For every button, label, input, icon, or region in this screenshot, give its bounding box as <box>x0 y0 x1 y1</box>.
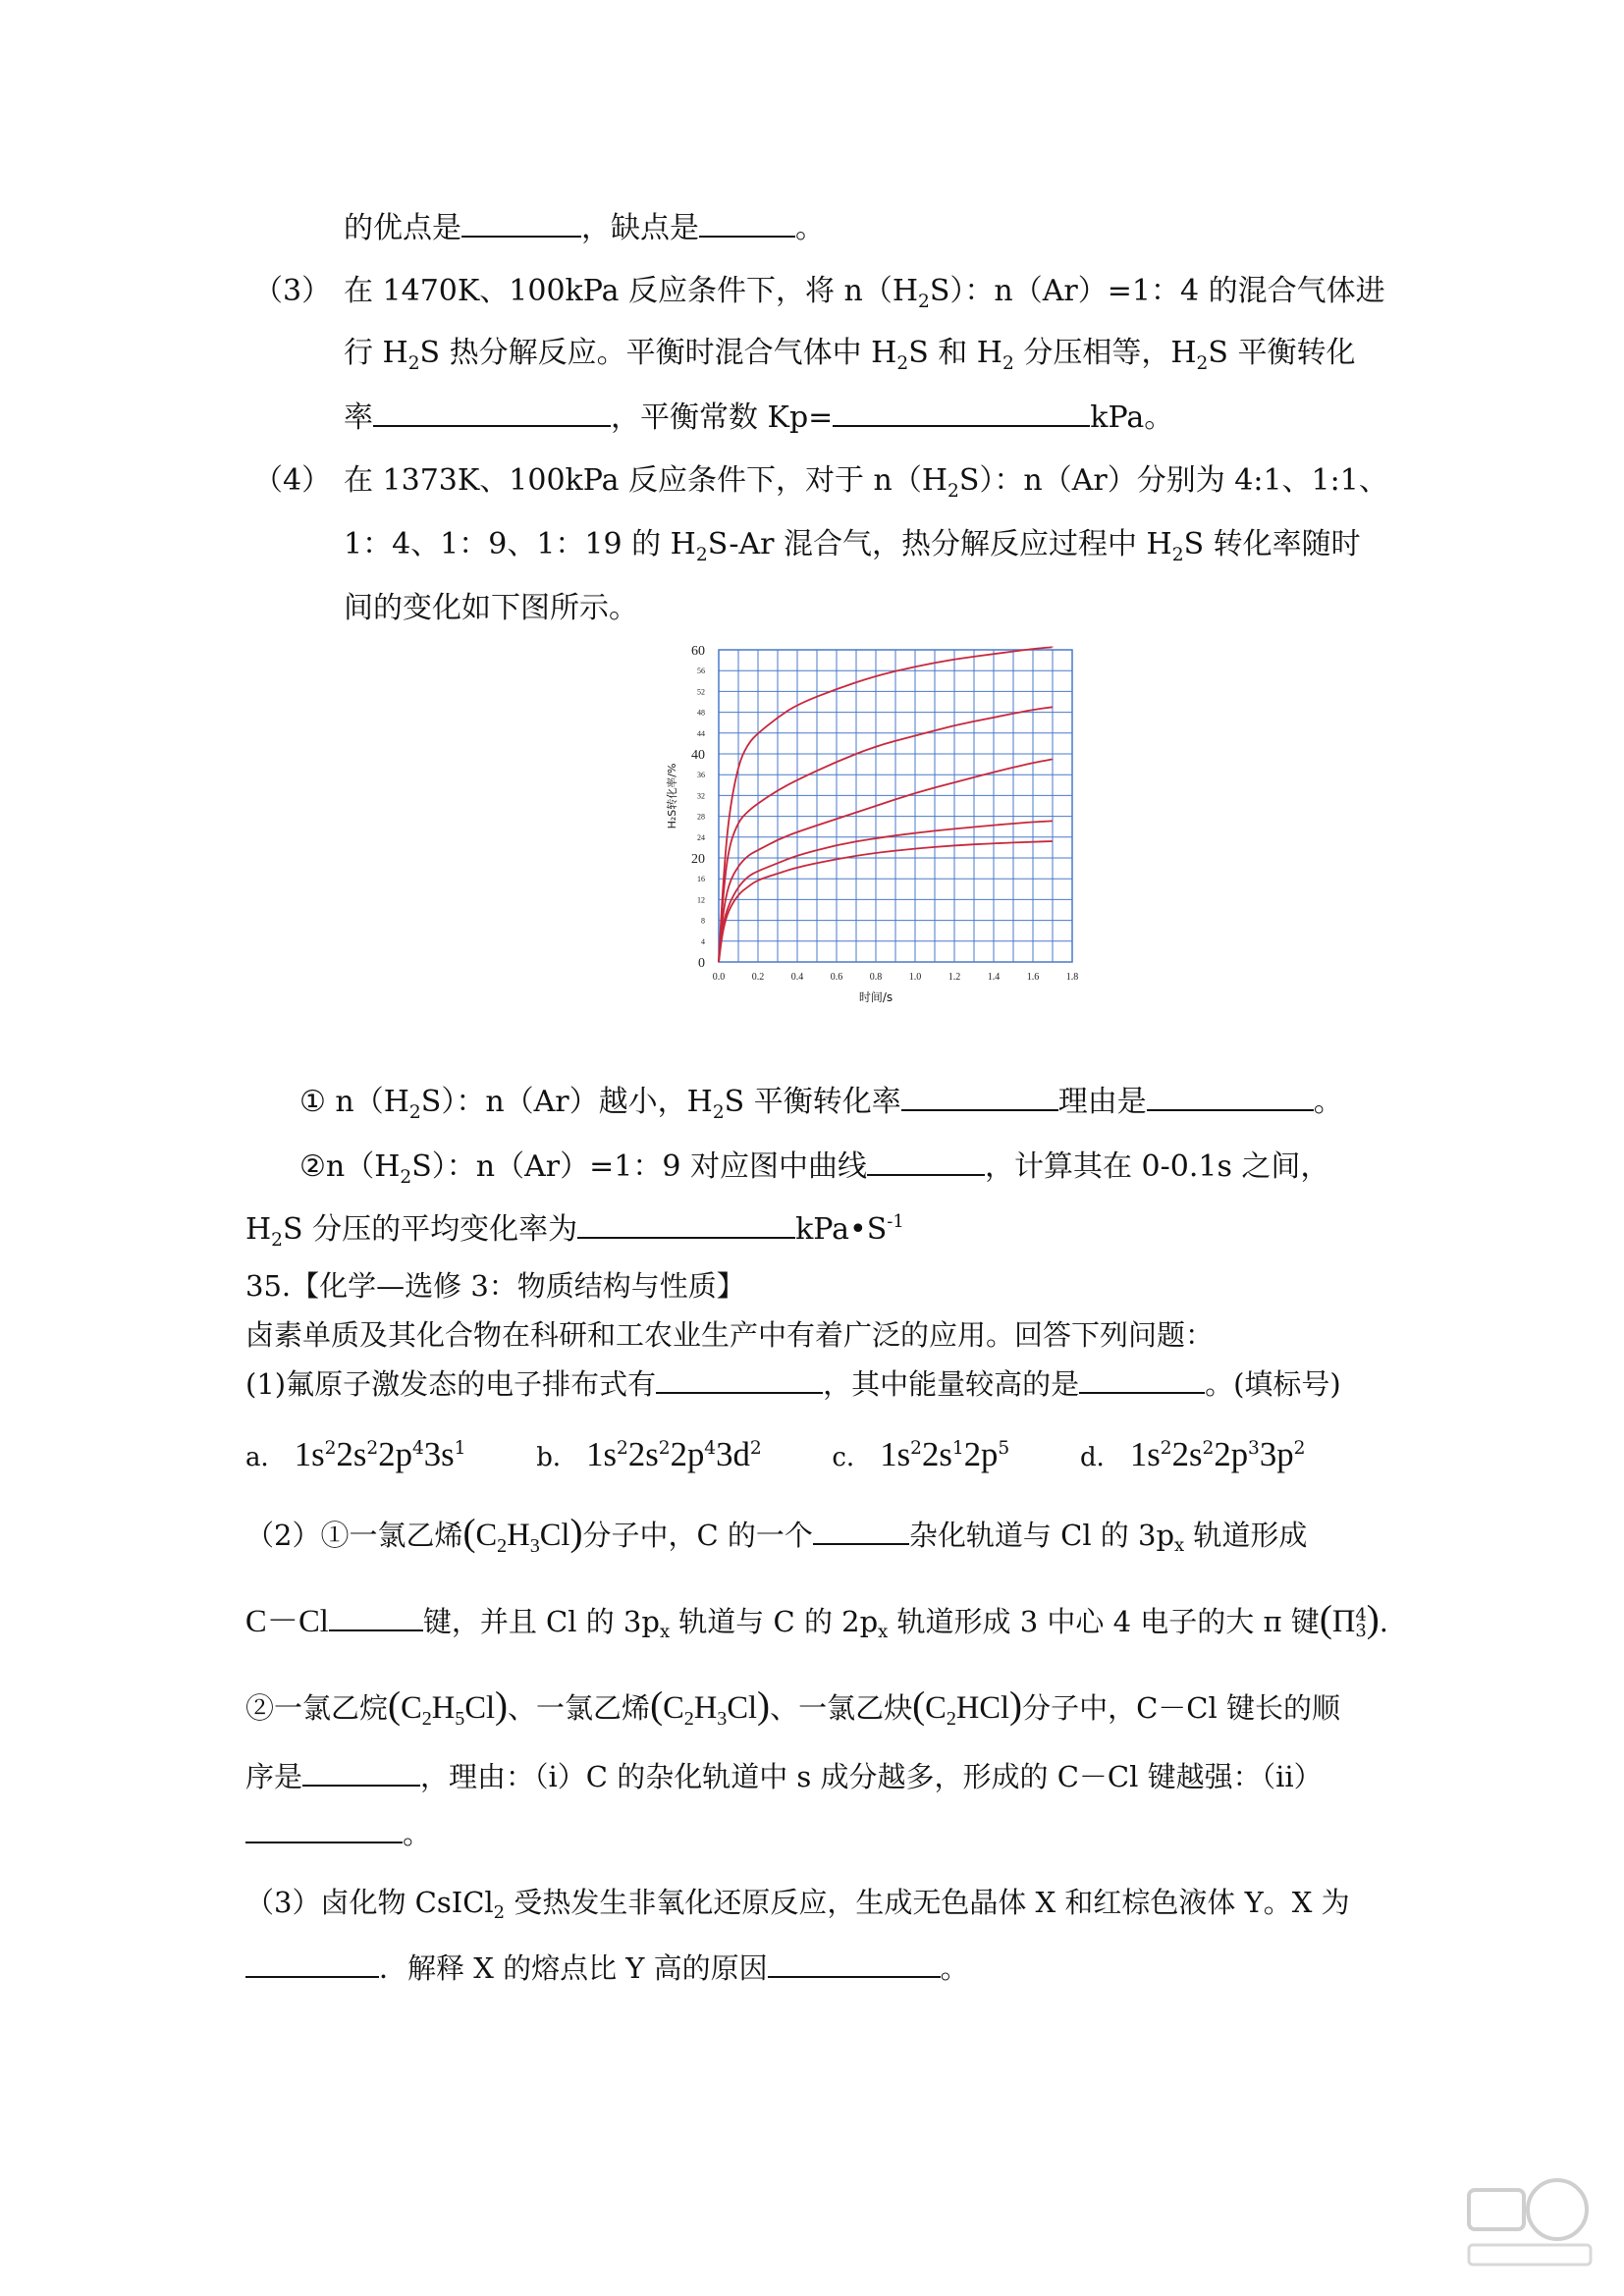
q4-sub2-line-2: $H_2S$ 分压的平均变化率为 $kPa•S^{-1}$ <box>245 1209 904 1254</box>
x-tick-label: 0.8 <box>869 972 883 983</box>
x-tick-label: 0.2 <box>751 972 765 983</box>
electron-count: 2 <box>324 1437 337 1459</box>
q35-2-line-1: （2）①一氯乙烯$(C_2H_3Cl)$分子中，C 的一个 杂化轨道与 Cl 的 $3p_x$ 轨道形成 <box>245 1512 1308 1558</box>
electron-count: 2 <box>658 1437 671 1459</box>
x-tick-label: 0.6 <box>830 972 843 983</box>
orbital: 1s <box>1129 1435 1161 1473</box>
q35-3-line-1: （3）卤化物 CsICl$_2$ 受热发生非氧化还原反应，生成无色晶体 X 和红棕色液体 Y。X 为 <box>245 1886 1350 1924</box>
q35-2-line-4: 序是 ，理由：（ⅰ）C 的杂化轨道中 s 成分越多，形成的 C－Cl 键越强：（ⅱ） <box>245 1757 1323 1796</box>
blank-melting-reason[interactable] <box>768 1949 941 1978</box>
blank-hybrid-orbital[interactable] <box>813 1516 909 1545</box>
electron-count: 4 <box>704 1437 717 1459</box>
y-tick-label: 40 <box>691 748 705 763</box>
q4-line-2: 1：4、1：9、1：19 的 $H_2S-Ar$ 混合气，热分解反应过程中 $H_2S$ 转化率随时 <box>344 527 1361 565</box>
q35-options <box>245 1435 1305 1480</box>
electron-count: 2 <box>1160 1437 1172 1459</box>
blank-bond-length-order[interactable] <box>302 1757 420 1787</box>
x-tick-label: 1.0 <box>908 972 922 983</box>
orbital: 1s <box>880 1435 911 1473</box>
electron-count: 5 <box>998 1437 1010 1459</box>
blank-advantage[interactable] <box>461 208 581 238</box>
orbital: 3p <box>1259 1435 1294 1473</box>
blank-bond-type[interactable] <box>329 1602 423 1631</box>
blank-crystal-x[interactable] <box>245 1949 379 1978</box>
orbital: 2s <box>921 1435 952 1473</box>
q3-line-2: 行 $H_2S$ 热分解反应。平衡时混合气体中 $H_2S$ 和 $H_2$ 分压相等，$H_2S$ 平衡转化 <box>344 336 1356 374</box>
electron-count: 1 <box>951 1437 964 1459</box>
conversion-chart <box>658 638 1110 1011</box>
x-tick-label: 1.8 <box>1065 972 1079 983</box>
electron-count: 2 <box>910 1437 922 1459</box>
y-tick-label: 20 <box>691 852 705 867</box>
y-tick-label: 56 <box>697 667 705 676</box>
orbital: 2s <box>627 1435 659 1473</box>
electron-count: 2 <box>617 1437 628 1459</box>
orbital: 1s <box>586 1435 618 1473</box>
electron-count: 3 <box>1248 1437 1260 1459</box>
orbital: 2p <box>378 1435 412 1473</box>
electron-count: 2 <box>749 1437 762 1459</box>
electron-count: 2 <box>1202 1437 1215 1459</box>
y-tick-label: 32 <box>697 791 705 801</box>
blank-rate[interactable] <box>577 1209 795 1239</box>
blank-highest-energy[interactable] <box>1079 1364 1205 1394</box>
q4-sub2-line: $②n(H_2S)$：n（Ar）=1：9 对应图中曲线 ，计算其在 0-0.1s 之间， <box>299 1147 1329 1191</box>
blank-trend[interactable] <box>901 1082 1058 1111</box>
x-axis-label: 时间/s <box>858 990 893 1004</box>
q3-line-1: 在 1470K、100kPa 反应条件下，将 $n(H_2S)$：n（Ar）=1：4 的混合气体进 <box>344 274 1385 312</box>
blank-reason[interactable] <box>1147 1082 1314 1111</box>
q35-2-line-5: 。 <box>245 1814 431 1853</box>
option-c[interactable] <box>832 1435 1010 1473</box>
y-tick-label: 16 <box>697 875 705 884</box>
orbital: 3s <box>423 1435 455 1473</box>
q35-2-line-2: C－Cl 键，并且 Cl 的 $3p_x$ 轨道与 C 的 $2p_x$ 轨道形成 3 中心 4 电子的大 π 键(Π 4 3 ). <box>245 1598 1389 1643</box>
y-tick-label: 28 <box>697 812 705 822</box>
x-tick-label: 1.6 <box>1026 972 1040 983</box>
option-label: d． <box>1079 1443 1130 1472</box>
orbital: 2p <box>670 1435 705 1473</box>
q4-line-3: 间的变化如下图所示。 <box>344 591 638 625</box>
y-tick-label: 48 <box>697 708 705 718</box>
electron-count: 2 <box>366 1437 379 1459</box>
q35-1-line: (1)氟原子激发态的电子排布式有 ，其中能量较高的是 。(填标号) <box>245 1364 1341 1404</box>
x-tick-label: 0.4 <box>790 972 804 983</box>
q35-intro: 卤素单质及其化合物在科研和工农业生产中有着广泛的应用。回答下列问题： <box>245 1318 1215 1352</box>
q4-line-1: 在 1373K、100kPa 反应条件下，对于 $n(H_2S)$：n（Ar）分别为 4:1、1:1、 <box>344 463 1388 502</box>
blank-conversion-rate[interactable] <box>373 398 611 427</box>
option-b[interactable] <box>536 1435 762 1473</box>
q4-sub1-line: ① $n(H_2S)$：n（Ar）越小，$H_2S$ 平衡转化率 理由是 。 <box>299 1082 1343 1126</box>
option-a[interactable] <box>245 1435 466 1473</box>
option-label: b． <box>536 1443 587 1472</box>
electron-count: 4 <box>411 1437 424 1459</box>
option-label: a． <box>245 1443 295 1472</box>
y-tick-label: 8 <box>701 916 705 926</box>
q3-line-3: 率 ，平衡常数 Kp= kPa。 <box>344 398 1173 438</box>
blank-reason-ii[interactable] <box>245 1814 403 1843</box>
y-tick-label: 24 <box>697 832 705 842</box>
y-tick-label: 4 <box>701 936 705 946</box>
q35-title: 35.【化学—选修 3：物质结构与性质】 <box>245 1269 745 1303</box>
blank-disadvantage[interactable] <box>699 208 795 238</box>
option-label: c． <box>832 1443 881 1472</box>
orbital: 1s <box>294 1435 325 1473</box>
option-d[interactable] <box>1079 1435 1306 1473</box>
y-tick-label: 36 <box>697 771 705 780</box>
y-tick-label: 12 <box>697 895 705 905</box>
watermark-logo-icon <box>1461 2168 1598 2276</box>
y-tick-label: 52 <box>697 687 705 697</box>
q4-number: （4） <box>253 463 332 498</box>
orbital: 2s <box>1171 1435 1203 1473</box>
conversion-chart-svg <box>658 638 1110 1011</box>
y-tick-label: 60 <box>691 644 705 659</box>
orbital: 3d <box>716 1435 750 1473</box>
x-tick-label: 1.4 <box>987 972 1001 983</box>
electron-count: 1 <box>454 1437 466 1459</box>
y-tick-label: 0 <box>698 956 705 971</box>
q35-2-line-3: ②一氯乙烷$(C_2H_5Cl)$、一氯乙烯$(C_2H_3Cl)$、一氯乙炔$(C_2HCl)$分子中，C－Cl 键长的顺 <box>245 1684 1340 1731</box>
x-tick-label: 1.2 <box>947 972 961 983</box>
blank-curve[interactable] <box>867 1147 985 1176</box>
q3-number: （3） <box>253 274 332 308</box>
q35-3-line-2: ．解释 X 的熔点比 Y 高的原因 。 <box>245 1949 969 1988</box>
orbital: 2p <box>963 1435 999 1473</box>
q2-tail-line: 的优点是 ，缺点是 。 <box>344 208 825 248</box>
blank-excited-configs[interactable] <box>656 1364 823 1394</box>
y-tick-label: 44 <box>697 728 705 738</box>
orbital: 2p <box>1214 1435 1249 1473</box>
electron-count: 2 <box>1293 1437 1306 1459</box>
y-axis-label: H₂S转化率/% <box>666 763 678 829</box>
blank-kp[interactable] <box>833 398 1090 427</box>
orbital: 2s <box>336 1435 367 1473</box>
x-tick-label: 0.0 <box>712 972 726 983</box>
